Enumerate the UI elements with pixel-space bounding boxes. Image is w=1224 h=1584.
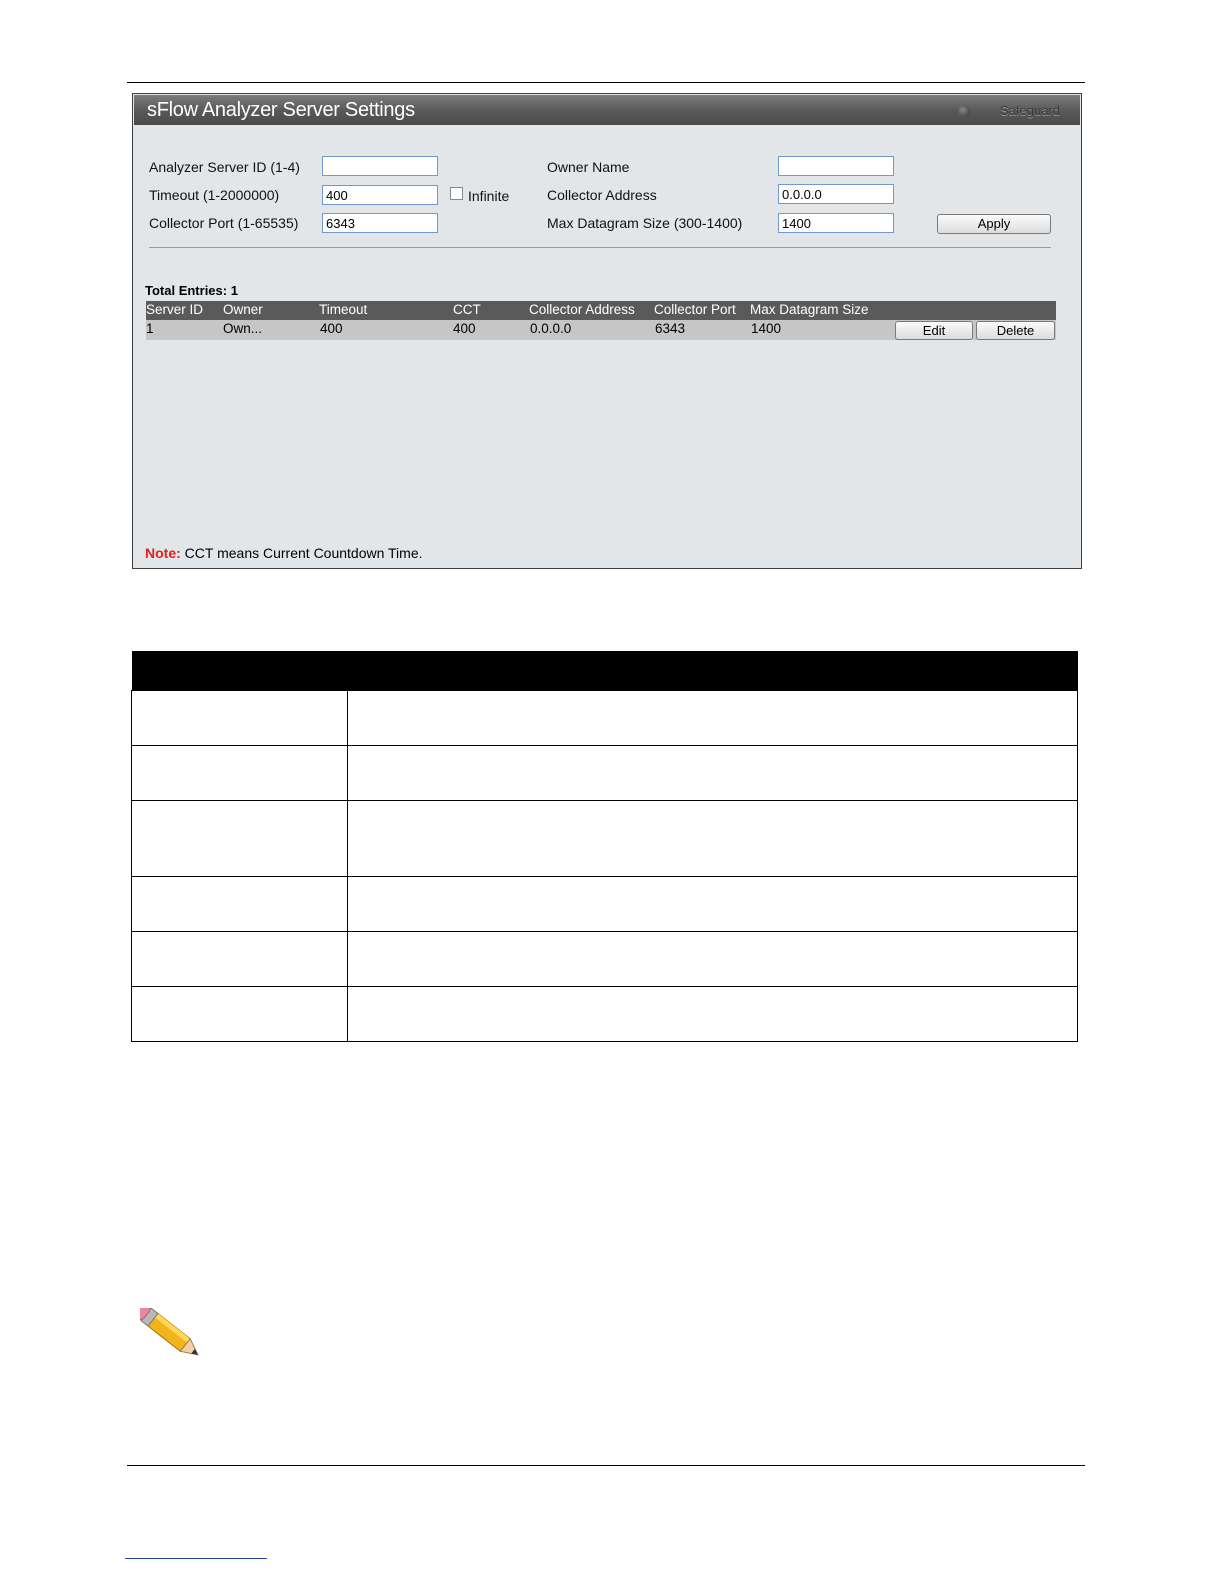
footer-link-underline [125, 1558, 267, 1559]
safeguard-label: Safeguard [1000, 103, 1060, 118]
col-server-id: Server ID [146, 302, 204, 317]
sflow-analyzer-panel [132, 93, 1082, 569]
table-row [132, 691, 1078, 746]
col-cct: CCT [453, 302, 481, 317]
note-label: Note: [145, 545, 181, 561]
col-collector-port: Collector Port [654, 302, 736, 317]
table-row [132, 746, 1078, 801]
safeguard-indicator-icon [958, 105, 970, 117]
edit-button[interactable]: Edit [895, 321, 973, 340]
header-rule [127, 82, 1085, 83]
analyzer-server-id-label: Analyzer Server ID (1-4) [149, 159, 300, 175]
panel-titlebar [134, 95, 1080, 125]
owner-name-input[interactable] [778, 156, 894, 176]
col-max-datagram-size: Max Datagram Size [750, 302, 869, 317]
max-datagram-size-input[interactable] [778, 213, 894, 233]
table-row [132, 801, 1078, 877]
cell-max-datagram-size: 1400 [751, 321, 782, 336]
table-header-row [132, 651, 1078, 691]
table-row [132, 932, 1078, 987]
infinite-checkbox[interactable] [450, 187, 463, 200]
footer-rule [127, 1465, 1085, 1466]
col-timeout: Timeout [319, 302, 368, 317]
cell-server-id: 1 [146, 321, 154, 336]
analyzer-server-id-input[interactable] [322, 156, 438, 176]
col-owner: Owner [223, 302, 263, 317]
table-row [132, 877, 1078, 932]
col-collector-address: Collector Address [529, 302, 635, 317]
table-row [132, 987, 1078, 1042]
panel-title: sFlow Analyzer Server Settings [147, 99, 415, 121]
cell-timeout: 400 [320, 321, 343, 336]
pencil-note-icon [140, 1308, 210, 1366]
apply-button[interactable]: Apply [937, 214, 1051, 234]
infinite-label: Infinite [468, 188, 510, 204]
parameter-description-table [131, 651, 1078, 1042]
max-datagram-size-label: Max Datagram Size (300-1400) [547, 215, 743, 231]
table-header [146, 301, 1056, 320]
form-separator [149, 247, 1051, 248]
timeout-input[interactable] [322, 185, 438, 205]
collector-port-label: Collector Port (1-65535) [149, 215, 299, 231]
note [145, 545, 423, 561]
cell-collector-address: 0.0.0.0 [530, 321, 572, 336]
collector-address-label: Collector Address [547, 187, 657, 203]
cell-cct: 400 [453, 321, 476, 336]
delete-button[interactable]: Delete [976, 321, 1055, 340]
note-text: CCT means Current Countdown Time. [180, 545, 423, 561]
timeout-label: Timeout (1-2000000) [149, 187, 280, 203]
cell-collector-port: 6343 [655, 321, 686, 336]
collector-address-input[interactable] [778, 184, 894, 204]
owner-name-label: Owner Name [547, 159, 630, 175]
collector-port-input[interactable] [322, 213, 438, 233]
total-entries: Total Entries: 1 [145, 283, 238, 298]
table-row [146, 320, 1056, 340]
cell-owner: Own... [223, 321, 263, 336]
